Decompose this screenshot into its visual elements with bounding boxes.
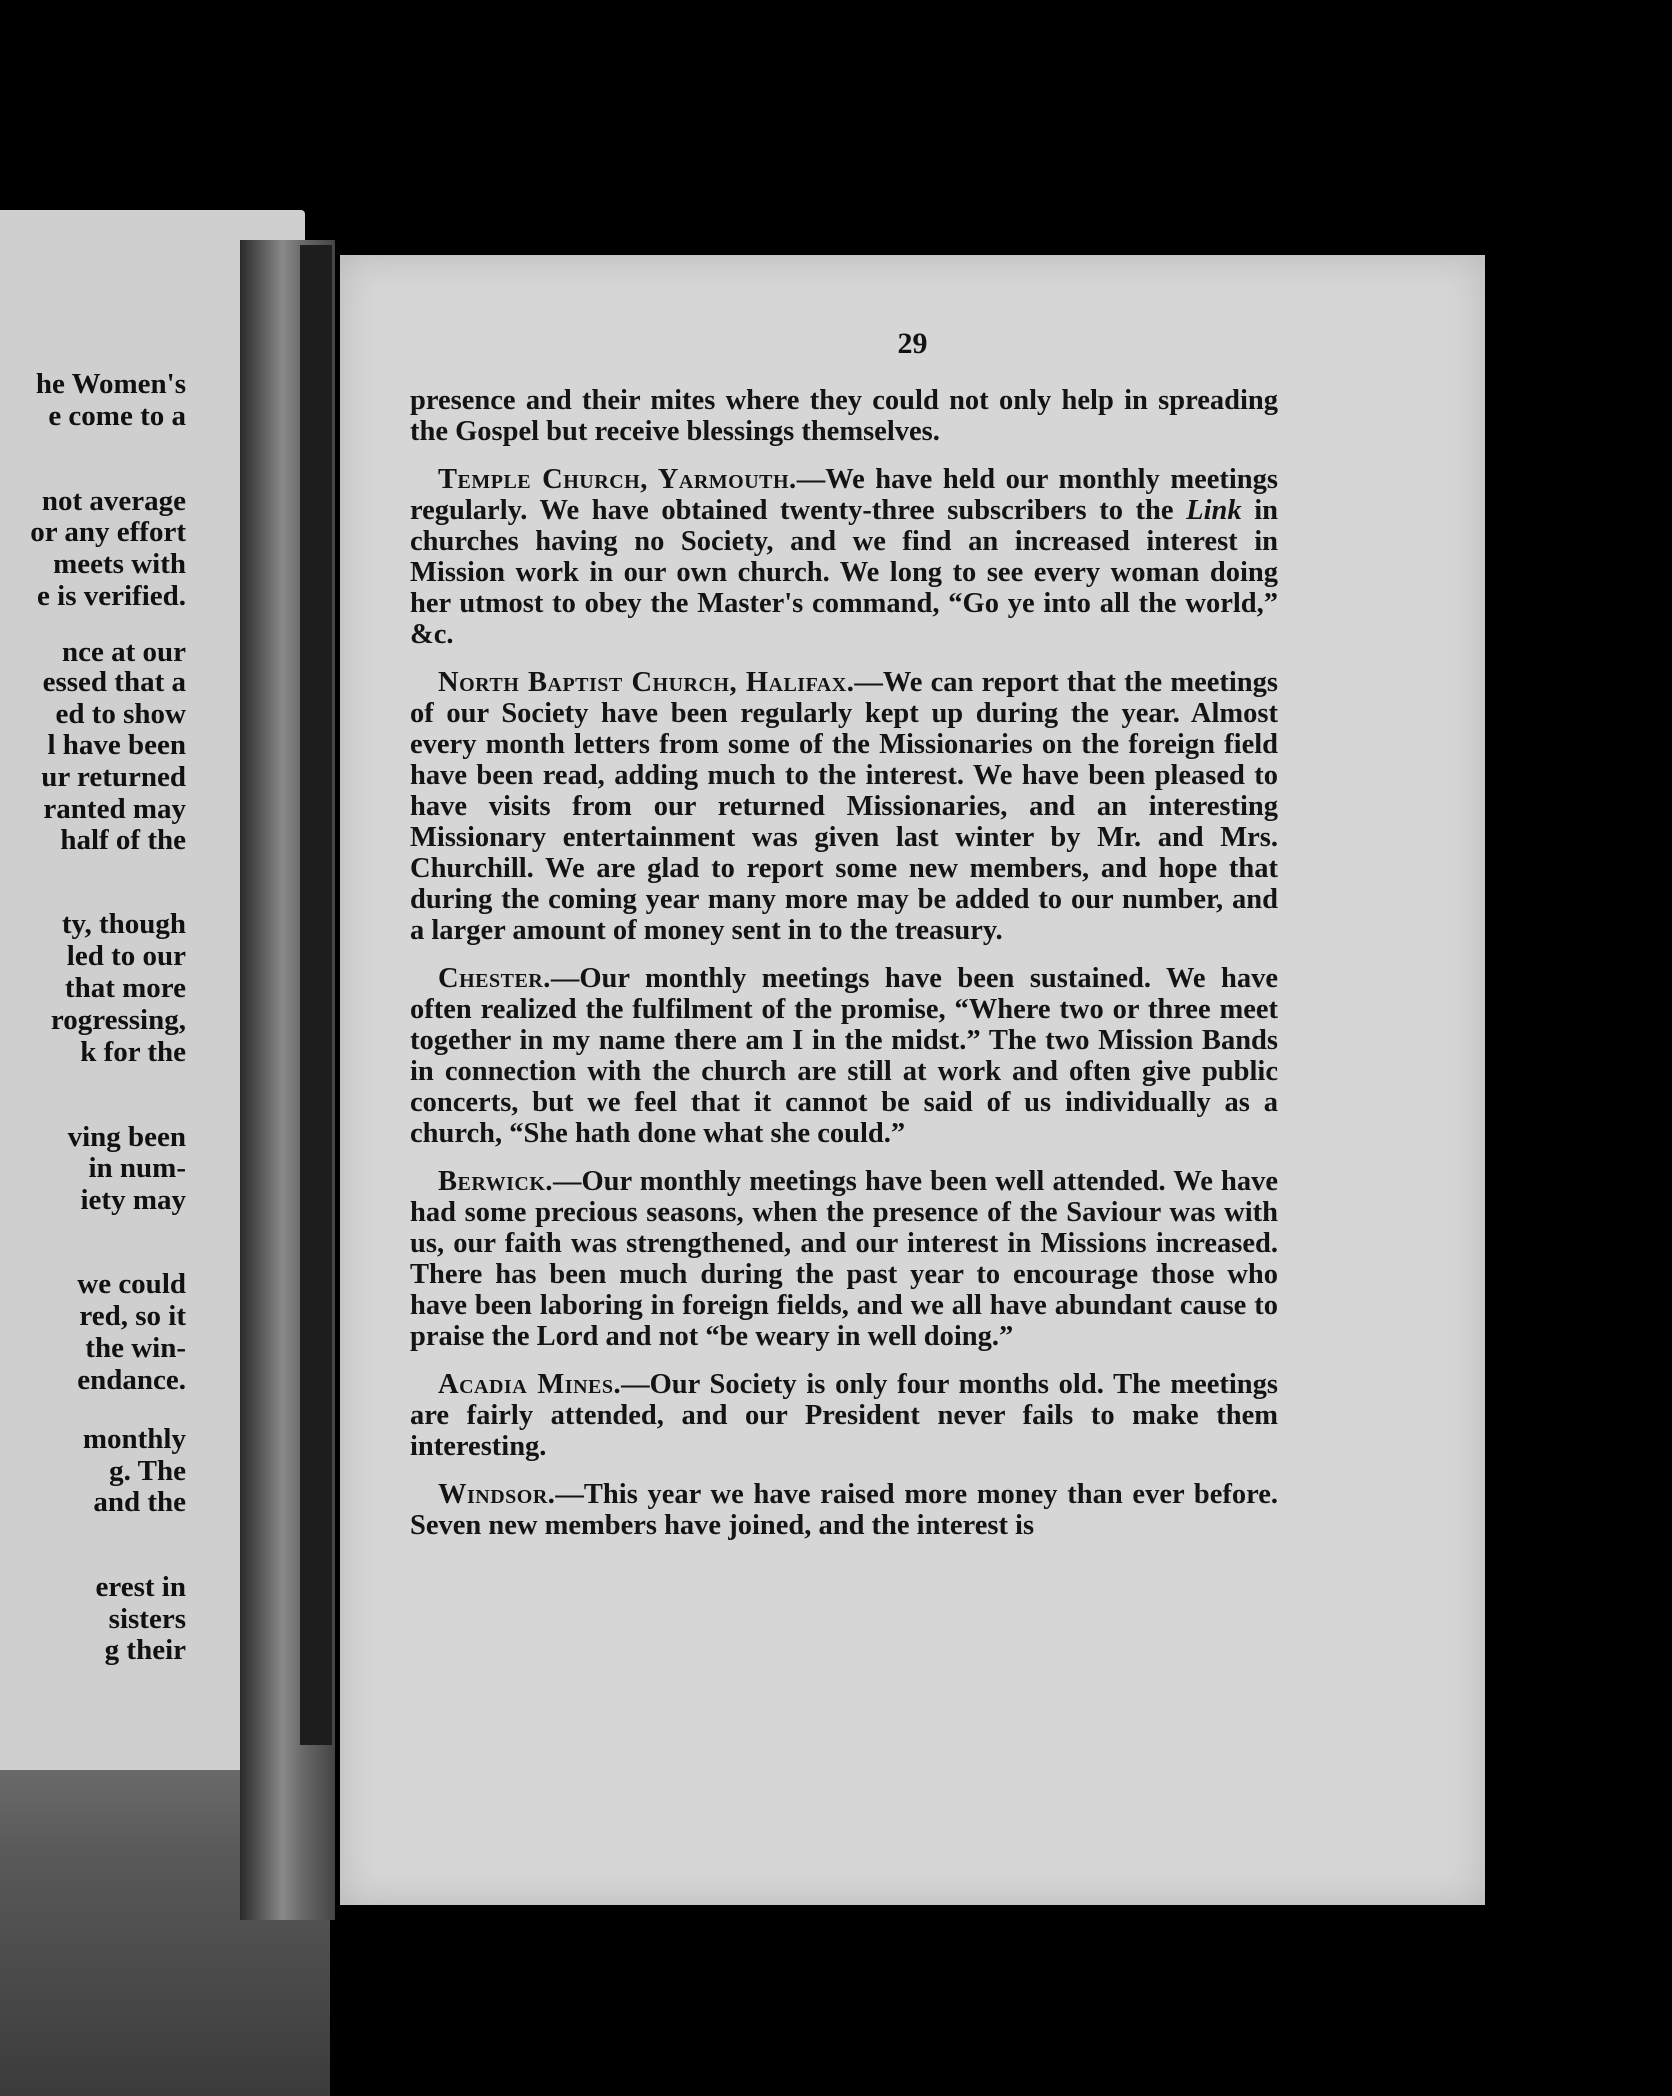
section-berwick [410,1166,1278,1352]
left-page-line: erest in [95,1571,186,1603]
left-page-line: ving been [67,1121,186,1153]
section-acadia-mines [410,1369,1278,1462]
left-page-line: rogressing, [50,1004,186,1036]
section-temple-church [410,464,1278,650]
section-heading: North Baptist Church, Halifax. [438,667,855,698]
section-text: —Our monthly meetings have been sustained. We have often realized the fulfilment of the promise, “Where two or three meet together in my name there am I in the midst.” The two Mission Bands in connection with the church are still at work and often give public concerts, but we feel that it cannot be said of us individually as a church, “She hath done what she could.” [410,963,1278,1149]
left-page-line: e come to a [48,400,186,432]
section-text: —Our Society is only four months old. The meetings are fairly attended, and our President never fails to make them interesting. [410,1369,1278,1462]
left-page-line: half of the [60,824,186,856]
left-page-line: and the [93,1486,186,1518]
intro-paragraph: presence and their mites where they could not only help in spreading the Gospel but receive blessings themselves. [410,385,1278,447]
left-page-line: e is verified. [37,580,186,612]
section-heading: Berwick. [438,1166,553,1197]
section-text: —This year we have raised more money than ever before. Seven new members have joined, and the interest is [410,1479,1278,1541]
right-page [340,255,1485,1905]
left-page-line: ur returned [41,761,186,793]
left-page-line: ranted may [43,793,186,825]
link-title: Link [1186,495,1242,526]
left-page-line: l have been [47,729,186,761]
left-page-line: g their [104,1634,186,1666]
left-page-line: or any effort [30,516,186,548]
section-chester [410,963,1278,1149]
left-page-line: led to our [66,940,186,972]
left-page-line: endance. [77,1364,186,1396]
left-page-line: that more [64,972,186,1004]
page-body [410,385,1278,1558]
section-heading: Chester. [438,963,551,994]
left-page-line: ty, though [61,908,186,940]
section-heading: Temple Church, Yarmouth. [438,464,797,495]
book-gutter [300,245,332,1745]
left-page-line: the win- [85,1332,186,1364]
left-page-line: essed that a [42,666,186,698]
section-text: —Our monthly meetings have been well attended. We have had some precious seasons, when the presence of the Saviour was with us, our faith was strengthened, and our interest in Missions increased. There has been much during the past year to encourage those who have been laboring in foreign fields, and we all have abundant cause to praise the Lord and not “be weary in well doing.” [410,1166,1278,1352]
left-page-line: sisters [108,1603,186,1635]
section-text: —We can report that the meetings of our Society have been regularly kept up during the year. Almost every month letters from some of the Missionaries on the foreign field have been read, adding much to the interest. We have been pleased to have visits from our returned Missionaries, and an interesting Missionary entertainment was given last winter by Mr. and Mrs. Churchill. We are glad to report some new members, and hope that during the coming year many more may be added to our number, and a larger amount of money sent in to the treasury. [410,667,1278,946]
left-page-line: monthly [82,1423,186,1455]
left-page-line: not average [41,485,186,517]
section-heading: Acadia Mines. [438,1369,622,1400]
left-page-line: nce at our [61,636,186,668]
left-page-line: iety may [80,1184,186,1216]
section-text: —We have held our monthly meetings regularly. We have obtained twenty-three subscribers to the [410,464,1278,526]
section-north-baptist [410,667,1278,946]
left-page-line: we could [77,1268,186,1300]
left-page-line: red, so it [79,1300,186,1332]
section-heading: Windsor. [438,1479,556,1510]
page-number: 29 [897,327,928,360]
left-page-line: ed to show [55,698,186,730]
left-page-line: g. The [109,1455,186,1487]
left-page-line: k for the [80,1036,186,1068]
left-page-line: in num- [88,1152,186,1184]
left-page-line: meets with [53,548,186,580]
section-text: in churches having no Society, and we find an increased interest in Mission work in our own church. We long to see every woman doing her utmost to obey the Master's command, “Go ye into all the world,” &c. [410,495,1278,650]
section-windsor [410,1479,1278,1541]
left-page-line: he Women's [35,368,186,400]
